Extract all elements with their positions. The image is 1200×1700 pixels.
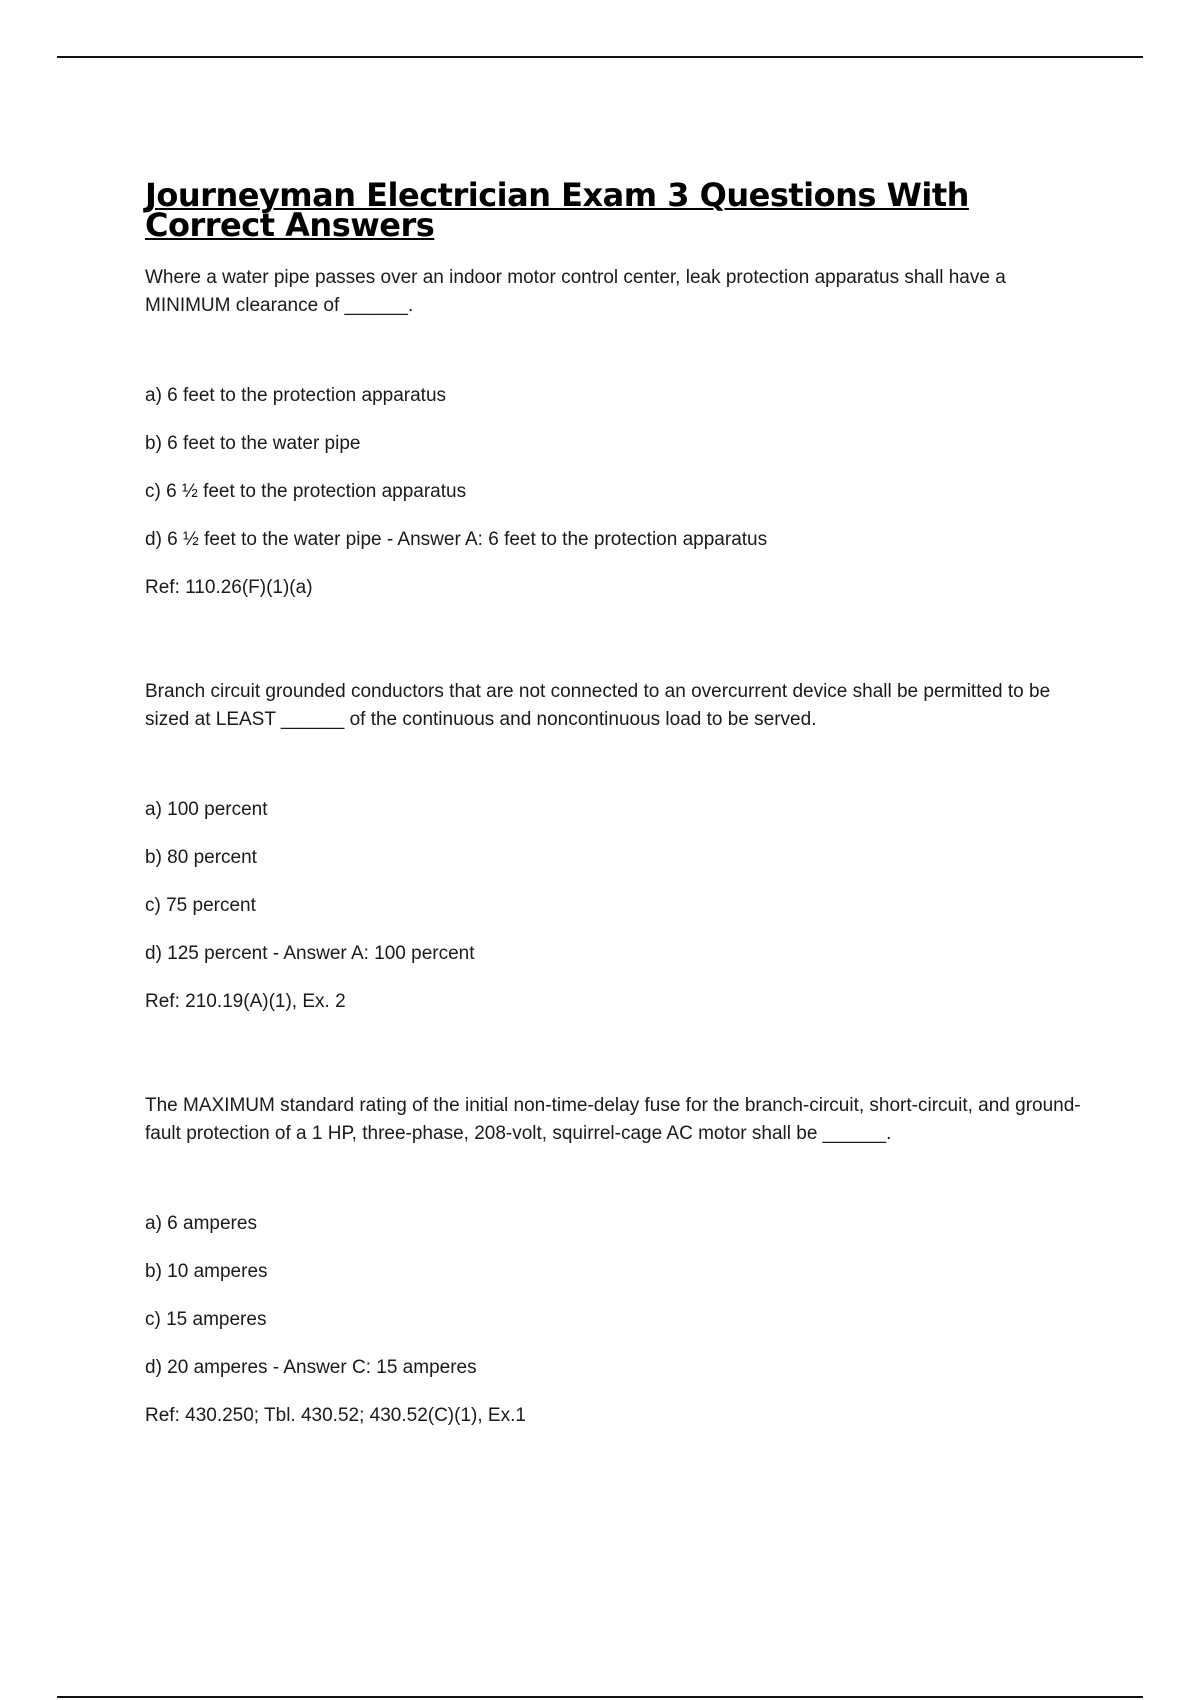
question-text: Branch circuit grounded conductors that are not connected to an overcurrent device shall be permitted to be sized at LEAST ______ of the continuous and noncontinuous load to be served.	[145, 681, 1051, 730]
option-d-with-answer: d) 125 percent - Answer A: 100 percent	[145, 943, 475, 964]
option-d-with-answer: d) 6 ½ feet to the water pipe - Answer A: 6 feet to the protection apparatus	[145, 529, 768, 550]
question-block-3	[145, 1092, 1090, 1430]
option-a: a) 6 amperes	[145, 1213, 257, 1234]
option-b: b) 10 amperes	[145, 1261, 268, 1282]
option-a: a) 100 percent	[145, 799, 268, 820]
question-block-2	[145, 678, 1090, 1016]
question-text: The MAXIMUM standard rating of the initial non-time-delay fuse for the branch-circuit, short-circuit, and ground-fault protection of a 1 HP, three-phase, 208-volt, squirrel-cage AC motor shall be ______.	[145, 1095, 1081, 1144]
option-b: b) 6 feet to the water pipe	[145, 433, 361, 454]
option-d-with-answer: d) 20 amperes - Answer C: 15 amperes	[145, 1357, 477, 1378]
question-text: Where a water pipe passes over an indoor motor control center, leak protection apparatus shall have a MINIMUM clearance of ______.	[145, 267, 1006, 316]
reference: Ref: 430.250; Tbl. 430.52; 430.52(C)(1), Ex.1	[145, 1405, 526, 1426]
reference: Ref: 210.19(A)(1), Ex. 2	[145, 991, 346, 1012]
document-body	[145, 176, 1090, 1430]
option-c: c) 15 amperes	[145, 1309, 267, 1330]
reference: Ref: 110.26(F)(1)(a)	[145, 577, 313, 598]
bottom-rule	[57, 1696, 1143, 1698]
document-title: Journeyman Electrician Exam 3 Questions With Correct Answers	[145, 176, 969, 244]
option-c: c) 6 ½ feet to the protection apparatus	[145, 481, 467, 502]
question-block-1	[145, 264, 1090, 602]
option-a: a) 6 feet to the protection apparatus	[145, 385, 447, 406]
option-c: c) 75 percent	[145, 895, 256, 916]
top-rule	[57, 56, 1143, 58]
option-b: b) 80 percent	[145, 847, 257, 868]
